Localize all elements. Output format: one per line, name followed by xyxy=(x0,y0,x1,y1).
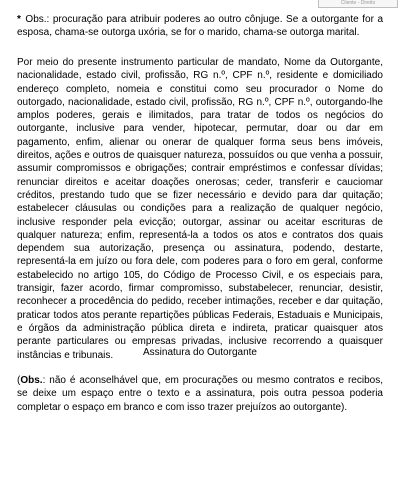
note-top xyxy=(17,13,383,40)
header-badge: Cliente - Direito xyxy=(318,0,398,8)
note-open-paren: ( xyxy=(17,375,21,386)
note-top-text: Obs.: procuração para atribuir poderes ao outro cônjuge. Se a outorgante for a esposa, chama-se outorga uxória, se for o marido, chama-se outorga marital. xyxy=(17,14,383,39)
power-of-attorney-body: Por meio do presente instrumento particular de mandato, Nome da Outorgante, nacionalidade, estado civil, profissão, RG n.º, CPF n.º, residente e domiciliado endereço completo, nomeia e constitui como seu procurador o Nome do outorgado, nacionalidade, estado civil, profissão, RG n.º, CPF n.º, outorgando-lhe amplos poderes, gerais e ilimitados, para tratar de todos os negócios do outorgante, inclusive para vender, hipotecar, permutar, doar ou dar em pagamento, enfim, alienar ou onerar de qualquer forma seus bens imóveis, direitos, ações e outros de quaisquer natureza, possuídos ou que venha a possuir, assumir compromissos e obrigações; contrair empréstimos e confessar dívidas; renunciar direitos e aceitar doações onerosas; ceder, transferir e cauciomar créditos, prestando tudo que se fizer necessário e devido para dar quitação; estabelecer cláusulas ou condições para a realização de qualquer negócio, inclusive responder pela evicção; outorgar, assinar ou aceitar escrituras de qualquer natureza; enfim, representá-la a todos os atos e contratos dos quais dependem sua autorização, presença ou assinatura, podendo, destarte, representá-la em juízo ou fora dele, com poderes para o foro em geral, conforme estabelecido no artigo 105, do Código de Processo Civil, e os especiais para, transigir, fazer acordo, firmar compromisso, substabelecer, renunciar, desistir, reconhecer a procedência do pedido, receber intimações, receber e dar quitação, praticar todos atos perante repartições públicas Federais, Estaduais e Municipais, e órgãos da administração pública direta e indireta, praticar quaisquer atos perante particulares ou empresas privadas, inclusive recorrendo a quaisquer instâncias e tribunais. xyxy=(17,57,383,361)
note-bottom xyxy=(17,374,383,414)
note-bottom-text: : não é aconselhável que, em procurações ou mesmo contratos e recibos, se deixe um espaço entre o texto e a assinatura, pois outra pessoa poderia completar o espaço em branco e com isso trazer prejuízos ao outorgante). xyxy=(17,375,383,413)
signature-title: Assinatura do Outorgante xyxy=(143,347,257,358)
note-bottom-label: Obs. xyxy=(20,375,43,386)
asterisk-marker: * xyxy=(17,14,21,25)
